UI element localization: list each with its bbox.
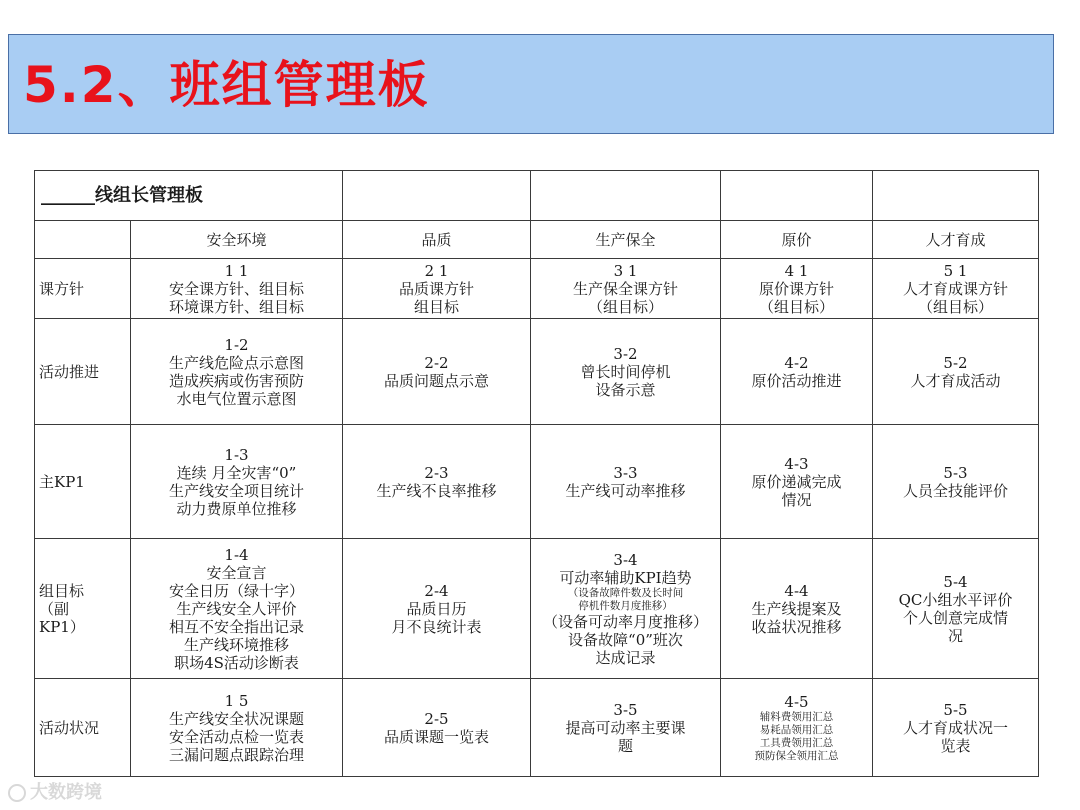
cell-line: 1 5 [224,691,249,710]
table-row [35,539,1039,679]
cell-line: 三漏问题点跟踪治理 [168,745,304,764]
cell-line: （设备可动率月度推移） [542,612,708,631]
cell-line: 原价活动推进 [751,371,842,390]
cell-line: 2 1 [424,261,449,280]
cell-line: 职场4S活动诊断表 [174,653,299,672]
cell-line: 5-5 [943,700,968,719]
cell-line: 安全课方针、组目标 [168,279,304,298]
cell-line: 曾长时间停机 [580,362,671,381]
table-cell [531,679,721,777]
cell-line: 停机件数月度推移） [578,599,673,612]
cell-line: 5-4 [943,572,968,591]
column-header: 原价 [721,221,873,259]
cell-line: 设备故障“0”班次 [568,630,683,649]
cell-line: 况 [947,626,963,645]
empty-cell [721,171,873,221]
cell-line: 1 1 [224,261,249,280]
table-cell [531,259,721,319]
cell-line: （组目标） [587,297,663,316]
cell-line: 2-2 [424,353,449,372]
cell-line: 情况 [781,490,812,509]
table-row [35,679,1039,777]
cell-line: 生产线危险点示意图 [168,353,304,372]
table-cell [343,319,531,425]
cell-line: 人员全技能评价 [902,481,1008,500]
cell-line: 人才育成状况一 [902,718,1008,737]
cell-line: 安全日历（绿十字） [168,581,304,600]
cell-line: 4-3 [784,454,809,473]
cell-line: 1-4 [224,545,249,564]
cell-line: 2-4 [424,581,449,600]
corner-cell [35,221,131,259]
row-header-line: 活动推进 [39,362,100,381]
cell-line: 4-4 [784,581,809,600]
cell-line: 3 1 [613,261,638,280]
table-cell [873,259,1039,319]
cell-line: 工具费领用汇总 [759,736,834,749]
cell-line: 相互不安全指出记录 [168,617,304,636]
cell-line: 连续 月全灾害“0” [176,463,297,482]
table-cell [873,319,1039,425]
table-cell [131,425,343,539]
watermark-text: 大数跨境 [30,782,102,803]
row-header [35,425,131,539]
cell-line: 人才育成活动 [910,371,1001,390]
cell-line: 生产线安全状况课题 [168,709,304,728]
cell-line: 生产线可动率推移 [565,481,686,500]
table-cell [721,425,873,539]
cell-line: 月不良统计表 [391,617,482,636]
cell-line: 生产线环境推移 [183,635,289,654]
cell-line: 3-3 [613,463,638,482]
row-header-line: KP1） [39,617,85,636]
table-cell [531,319,721,425]
table-cell [131,259,343,319]
cell-line: 水电气位置示意图 [176,389,297,408]
cell-line: 2-3 [424,463,449,482]
cell-line: 览表 [940,736,971,755]
column-header: 安全环境 [131,221,343,259]
cell-line: 个人创意完成情 [902,608,1008,627]
management-board-table [34,170,1039,777]
cell-line: 原价课方针 [758,279,834,298]
cell-line: 收益状况推移 [751,617,842,636]
table-cell [873,679,1039,777]
empty-cell [343,171,531,221]
cell-line: 设备示意 [595,380,656,399]
cell-line: 2-5 [424,709,449,728]
page-title: 5.2、班组管理板 [23,56,430,114]
cell-line: 安全活动点检一览表 [168,727,304,746]
cell-line: 品质日历 [406,599,467,618]
cell-line: 达成记录 [595,648,656,667]
row-header [35,319,131,425]
row-header-line: 活动状况 [39,718,100,737]
cell-line: 题 [617,736,633,755]
column-header-row [35,221,1039,259]
cell-line: 品质课题一览表 [383,727,489,746]
column-header: 人才育成 [873,221,1039,259]
table-cell [873,425,1039,539]
cell-line: 环境课方针、组目标 [168,297,304,316]
cell-line: 提高可动率主要课 [565,718,686,737]
empty-cell [531,171,721,221]
cell-line: （组目标） [917,297,993,316]
row-header-line: 主KP1 [39,472,85,491]
table-cell [131,679,343,777]
table-cell [721,259,873,319]
table-cell [531,425,721,539]
cell-line: 生产保全课方针 [572,279,678,298]
row-header [35,539,131,679]
empty-cell [873,171,1039,221]
cell-line: 5-3 [943,463,968,482]
row-header-line: 课方针 [39,279,85,298]
table-cell [343,259,531,319]
cell-line: 可动率辅助KPI趋势 [559,568,692,587]
cell-line: 4-2 [784,353,809,372]
table-cell [343,679,531,777]
cell-line: 4 1 [784,261,809,280]
board-title: ______线组长管理板 [35,171,343,221]
table-cell [721,539,873,679]
cell-line: 生产线提案及 [751,599,842,618]
cell-line: 易耗品领用汇总 [759,723,834,736]
cell-line: 原价递减完成 [751,472,842,491]
row-header-line: （副 [39,599,70,618]
cell-line: 4-5 [784,692,809,711]
cell-line: 动力费原单位推移 [176,499,297,518]
cell-line: 辅料费领用汇总 [759,710,834,723]
cell-line: 安全宣言 [206,563,267,582]
cell-line: 3-4 [613,550,638,569]
cell-line: 人才育成课方针 [902,279,1008,298]
cell-line: 造成疾病或伤害预防 [168,371,304,390]
table-row [35,425,1039,539]
watermark [8,778,102,804]
row-header-line: 组目标 [39,581,85,600]
cell-line: QC小组水平评价 [898,590,1013,609]
board-title-row [35,171,1039,221]
table-row [35,259,1039,319]
cell-line: 预防保全领用汇总 [754,749,839,762]
cell-line: 品质问题点示意 [383,371,489,390]
cell-line: 5 1 [943,261,968,280]
cell-line: 生产线不良率推移 [376,481,497,500]
cell-line: 生产线安全项目统计 [168,481,304,500]
table-cell [131,319,343,425]
table-cell [131,539,343,679]
table-cell [873,539,1039,679]
row-header [35,259,131,319]
cell-line: 1-3 [224,445,249,464]
table-cell [531,539,721,679]
row-header [35,679,131,777]
cell-line: （设备故障件数及长时间 [567,586,684,599]
watermark-logo-icon [8,784,26,802]
cell-line: 3-5 [613,700,638,719]
cell-line: 3-2 [613,344,638,363]
table-cell [721,679,873,777]
column-header: 生产保全 [531,221,721,259]
title-banner [8,34,1054,134]
table-cell [343,539,531,679]
table-cell [721,319,873,425]
cell-line: 生产线安全人评价 [176,599,297,618]
cell-line: 1-2 [224,335,249,354]
cell-line: 品质课方针 [398,279,474,298]
cell-line: 组目标 [413,297,459,316]
table-cell [343,425,531,539]
cell-line: 5-2 [943,353,968,372]
cell-line: （组目标） [758,297,834,316]
table-row [35,319,1039,425]
column-header: 品质 [343,221,531,259]
